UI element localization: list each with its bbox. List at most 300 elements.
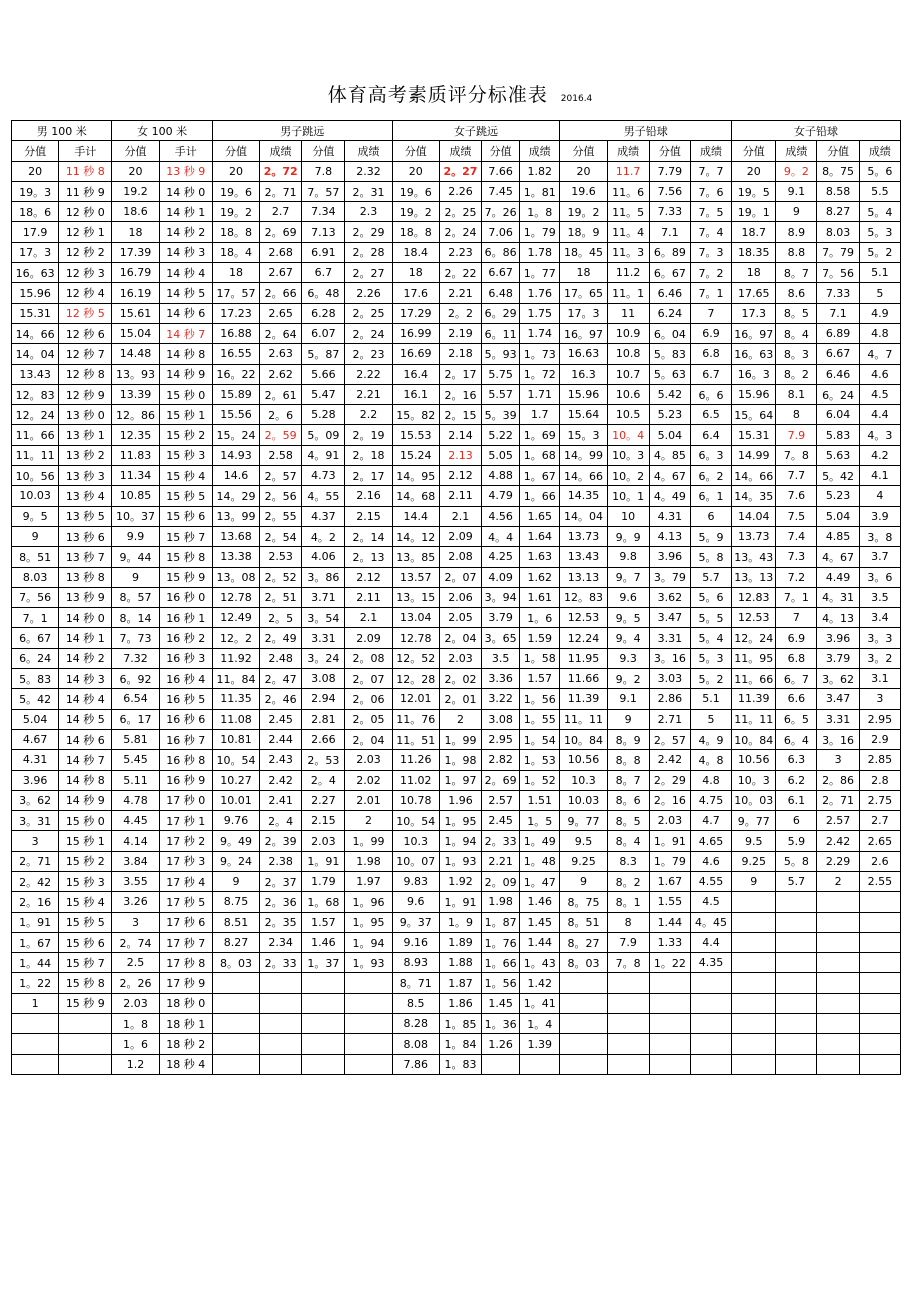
table-cell: 12 秒 1: [59, 222, 112, 242]
table-cell: 1。9: [439, 912, 481, 932]
table-cell: 6。04: [649, 323, 690, 343]
table-cell: 2。17: [439, 364, 481, 384]
table-cell: 2。07: [345, 669, 392, 689]
table-cell: [59, 1034, 112, 1054]
table-cell: 19。2: [560, 202, 607, 222]
table-cell: 8。03: [212, 953, 259, 973]
table-cell: 2.08: [439, 547, 481, 567]
table-cell: 7.9: [607, 932, 649, 952]
table-cell: 6.91: [302, 242, 345, 262]
table-cell: 1.96: [439, 790, 481, 810]
table-cell: [607, 973, 649, 993]
table-cell: 11.83: [112, 445, 159, 465]
table-cell: 5.7: [776, 871, 817, 891]
table-cell: 4.6: [690, 851, 731, 871]
table-cell: [776, 1054, 817, 1074]
table-cell: 13。85: [392, 547, 439, 567]
table-cell: 1。96: [345, 892, 392, 912]
table-cell: 2。5: [260, 608, 302, 628]
table-cell: 5.9: [776, 831, 817, 851]
table-cell: 15 秒 6: [159, 506, 212, 526]
table-cell: 6.7: [690, 364, 731, 384]
table-cell: 18: [212, 263, 259, 283]
table-cell: 4.5: [690, 892, 731, 912]
table-cell: 1。66: [520, 486, 560, 506]
table-cell: [212, 1014, 259, 1034]
table-cell: 10。2: [607, 466, 649, 486]
table-cell: 14 秒 4: [59, 689, 112, 709]
table-cell: 8.6: [776, 283, 817, 303]
table-cell: 1.45: [482, 993, 520, 1013]
group-header-row: [12, 121, 901, 141]
table-cell: 8。7: [607, 770, 649, 790]
table-cell: 15.56: [212, 405, 259, 425]
table-cell: 2.12: [345, 567, 392, 587]
table-cell: 1。53: [520, 750, 560, 770]
table-cell: 18。4: [212, 242, 259, 262]
table-cell: 6: [776, 811, 817, 831]
table-cell: 2.18: [439, 344, 481, 364]
table-cell: 1。84: [439, 1034, 481, 1054]
table-cell: 8.08: [392, 1034, 439, 1054]
table-cell: 1.2: [112, 1054, 159, 1074]
table-row: [12, 669, 901, 689]
table-row: [12, 303, 901, 323]
table-cell: 3。24: [302, 648, 345, 668]
table-cell: 9.5: [560, 831, 607, 851]
table-cell: 3: [112, 912, 159, 932]
table-cell: [302, 1034, 345, 1054]
table-cell: 15.31: [732, 425, 776, 445]
table-cell: 2.14: [439, 425, 481, 445]
table-cell: 6.6: [776, 689, 817, 709]
table-cell: 16.3: [560, 364, 607, 384]
table-cell: 4.75: [690, 790, 731, 810]
table-cell: 2。74: [112, 932, 159, 952]
table-cell: [649, 973, 690, 993]
table-cell: 2.21: [439, 283, 481, 303]
table-cell: 2.34: [260, 932, 302, 952]
table-cell: [732, 993, 776, 1013]
table-cell: 12 秒 5: [59, 303, 112, 323]
table-cell: 2.29: [817, 851, 859, 871]
table-cell: 3: [12, 831, 59, 851]
table-cell: 9。49: [212, 831, 259, 851]
table-cell: 3.1: [859, 669, 900, 689]
table-cell: [859, 1054, 900, 1074]
table-cell: [649, 1054, 690, 1074]
table-cell: 11.35: [212, 689, 259, 709]
table-cell: 4。49: [649, 486, 690, 506]
table-cell: 2。64: [260, 323, 302, 343]
table-cell: 8.5: [392, 993, 439, 1013]
table-cell: 12.53: [732, 608, 776, 628]
table-cell: 15。24: [212, 425, 259, 445]
table-cell: 16.69: [392, 344, 439, 364]
table-cell: 1.39: [520, 1034, 560, 1054]
table-cell: 6。29: [482, 303, 520, 323]
table-cell: 1。97: [439, 770, 481, 790]
table-cell: 1.76: [520, 283, 560, 303]
table-cell: 2。54: [260, 526, 302, 546]
table-cell: 8。14: [112, 608, 159, 628]
table-cell: 5.05: [482, 445, 520, 465]
table-cell: 6: [690, 506, 731, 526]
table-cell: 10。4: [607, 425, 649, 445]
table-cell: 14 秒 5: [159, 283, 212, 303]
table-cell: 17.65: [732, 283, 776, 303]
table-cell: 4.45: [112, 811, 159, 831]
table-cell: 4.78: [112, 790, 159, 810]
table-cell: 5.75: [482, 364, 520, 384]
table-cell: 16 秒 4: [159, 669, 212, 689]
table-cell: 4.6: [859, 364, 900, 384]
table-cell: 8.51: [212, 912, 259, 932]
table-cell: 6.24: [649, 303, 690, 323]
table-cell: 14。35: [732, 486, 776, 506]
table-cell: 17.3: [732, 303, 776, 323]
table-cell: 18: [392, 263, 439, 283]
table-cell: 4。91: [302, 445, 345, 465]
table-cell: 1。91: [12, 912, 59, 932]
table-cell: 13 秒 9: [159, 161, 212, 181]
table-cell: 4。85: [649, 445, 690, 465]
table-cell: 5。42: [12, 689, 59, 709]
table-cell: 5。3: [690, 648, 731, 668]
table-cell: 8。71: [392, 973, 439, 993]
table-cell: 3.96: [817, 628, 859, 648]
table-cell: 1.7: [520, 405, 560, 425]
table-cell: 2.2: [345, 405, 392, 425]
table-cell: 5。39: [482, 405, 520, 425]
table-cell: 7。5: [690, 202, 731, 222]
table-cell: 18 秒 0: [159, 993, 212, 1013]
table-row: [12, 932, 901, 952]
table-cell: 7.2: [776, 567, 817, 587]
table-cell: 12。83: [560, 587, 607, 607]
table-cell: 3。86: [302, 567, 345, 587]
table-cell: 12.35: [112, 425, 159, 445]
table-cell: 2。09: [482, 871, 520, 891]
table-cell: 9。9: [607, 526, 649, 546]
table-cell: 1。66: [482, 953, 520, 973]
table-cell: 15 秒 8: [59, 973, 112, 993]
table-cell: 1.51: [520, 790, 560, 810]
table-cell: [12, 1014, 59, 1034]
table-cell: 13.43: [12, 364, 59, 384]
table-cell: 13 秒 9: [59, 587, 112, 607]
table-row: [12, 283, 901, 303]
table-cell: [260, 1054, 302, 1074]
table-cell: [12, 1034, 59, 1054]
table-cell: 6.9: [776, 628, 817, 648]
table-cell: 1.67: [649, 871, 690, 891]
table-cell: 2。33: [260, 953, 302, 973]
table-cell: 14 秒 5: [59, 709, 112, 729]
table-cell: 10。03: [732, 790, 776, 810]
table-cell: 2: [817, 871, 859, 891]
table-cell: 6。92: [112, 669, 159, 689]
table-cell: 2.01: [345, 790, 392, 810]
table-cell: 20: [12, 161, 59, 181]
table-cell: 1.78: [520, 242, 560, 262]
table-cell: 1。69: [520, 425, 560, 445]
table-cell: 5.7: [690, 567, 731, 587]
table-cell: 1.79: [302, 871, 345, 891]
table-cell: 2。05: [345, 709, 392, 729]
table-cell: 10。54: [212, 750, 259, 770]
table-cell: 3.26: [112, 892, 159, 912]
table-cell: 6.46: [649, 283, 690, 303]
table-cell: 2.42: [817, 831, 859, 851]
table-cell: 7.9: [776, 425, 817, 445]
table-cell: 4。8: [690, 750, 731, 770]
table-cell: 2。26: [112, 973, 159, 993]
table-cell: 2。06: [345, 689, 392, 709]
table-cell: 2.03: [112, 993, 159, 1013]
table-cell: 6.8: [776, 648, 817, 668]
table-cell: 8.93: [392, 953, 439, 973]
table-cell: 5。2: [690, 669, 731, 689]
table-cell: 17.39: [112, 242, 159, 262]
table-cell: [59, 1054, 112, 1074]
table-cell: 5。2: [859, 242, 900, 262]
table-cell: 6。89: [649, 242, 690, 262]
table-cell: 15.61: [112, 303, 159, 323]
date-label: 2016.4: [560, 94, 593, 104]
table-cell: 17 秒 8: [159, 953, 212, 973]
table-cell: 1。99: [439, 729, 481, 749]
table-cell: 1。8: [520, 202, 560, 222]
table-cell: 6.1: [776, 790, 817, 810]
table-cell: 16 秒 9: [159, 770, 212, 790]
table-cell: [776, 1034, 817, 1054]
table-cell: 2.68: [260, 242, 302, 262]
table-cell: 10。56: [12, 466, 59, 486]
table-cell: 19.2: [112, 181, 159, 201]
table-cell: 5.1: [859, 263, 900, 283]
table-cell: 10。84: [732, 729, 776, 749]
table-cell: 3.31: [302, 628, 345, 648]
table-cell: 8。4: [776, 323, 817, 343]
table-cell: 6。1: [690, 486, 731, 506]
table-cell: 7.56: [649, 181, 690, 201]
table-cell: 12 秒 9: [59, 384, 112, 404]
table-cell: 2.1: [439, 506, 481, 526]
table-cell: 1.65: [520, 506, 560, 526]
table-cell: 4.37: [302, 506, 345, 526]
table-cell: 1.71: [520, 384, 560, 404]
table-cell: 13.73: [560, 526, 607, 546]
table-cell: 2.45: [260, 709, 302, 729]
table-cell: [776, 912, 817, 932]
table-cell: [302, 993, 345, 1013]
table-cell: 9。2: [607, 669, 649, 689]
title-block: [0, 80, 920, 107]
table-cell: 14 秒 6: [59, 729, 112, 749]
table-cell: 2。71: [817, 790, 859, 810]
table-cell: 4.79: [482, 486, 520, 506]
table-cell: 13.57: [392, 567, 439, 587]
group-header: 男子铅球: [560, 121, 732, 141]
table-cell: 1.57: [520, 669, 560, 689]
column-header: 分值: [302, 141, 345, 161]
table-cell: 12.24: [560, 628, 607, 648]
table-cell: 10。3: [607, 445, 649, 465]
table-cell: 4.06: [302, 547, 345, 567]
table-cell: 8。51: [560, 912, 607, 932]
table-cell: 13。43: [732, 547, 776, 567]
column-header: 成绩: [859, 141, 900, 161]
table-cell: 13 秒 4: [59, 486, 112, 506]
table-cell: 12 秒 7: [59, 344, 112, 364]
table-row: [12, 608, 901, 628]
table-cell: 5。9: [690, 526, 731, 546]
table-cell: 8: [607, 912, 649, 932]
table-cell: 5。8: [690, 547, 731, 567]
table-row: [12, 993, 901, 1013]
column-header: 分值: [392, 141, 439, 161]
table-cell: [859, 1034, 900, 1054]
table-cell: 15 秒 6: [59, 932, 112, 952]
table-cell: 1.89: [439, 932, 481, 952]
table-cell: 10。84: [560, 729, 607, 749]
table-cell: 10.03: [560, 790, 607, 810]
table-cell: 1.88: [439, 953, 481, 973]
table-cell: [260, 973, 302, 993]
score-table: [11, 120, 901, 1075]
table-cell: 15 秒 5: [59, 912, 112, 932]
table-cell: [212, 973, 259, 993]
table-row: [12, 263, 901, 283]
table-cell: 9: [776, 202, 817, 222]
table-cell: 15 秒 7: [59, 953, 112, 973]
table-cell: 2.43: [260, 750, 302, 770]
table-cell: 1。22: [12, 973, 59, 993]
table-cell: 2.11: [439, 486, 481, 506]
table-cell: 16。97: [560, 323, 607, 343]
table-cell: 2.13: [439, 445, 481, 465]
table-cell: 6。48: [302, 283, 345, 303]
table-cell: 11。4: [607, 222, 649, 242]
table-cell: 2。35: [260, 912, 302, 932]
column-header: 分值: [560, 141, 607, 161]
table-cell: [817, 973, 859, 993]
table-cell: 14.4: [392, 506, 439, 526]
table-cell: 17 秒 2: [159, 831, 212, 851]
table-cell: 17.23: [212, 303, 259, 323]
table-cell: 19。5: [732, 181, 776, 201]
table-cell: 8。57: [112, 587, 159, 607]
table-cell: [859, 1014, 900, 1034]
table-cell: 4.55: [690, 871, 731, 891]
table-cell: 2。53: [302, 750, 345, 770]
table-cell: 3。62: [817, 669, 859, 689]
table-cell: 12 秒 3: [59, 263, 112, 283]
table-cell: 2.05: [439, 608, 481, 628]
table-cell: 1.44: [649, 912, 690, 932]
table-cell: 7.6: [776, 486, 817, 506]
table-cell: 5.57: [482, 384, 520, 404]
table-cell: [260, 993, 302, 1013]
table-cell: 6。7: [776, 669, 817, 689]
table-cell: 16 秒 6: [159, 709, 212, 729]
table-cell: 2.19: [439, 323, 481, 343]
table-cell: 18 秒 1: [159, 1014, 212, 1034]
table-cell: 1。77: [520, 263, 560, 283]
table-cell: 6。3: [690, 445, 731, 465]
table-cell: 18 秒 2: [159, 1034, 212, 1054]
column-header: 成绩: [776, 141, 817, 161]
table-cell: 9.9: [112, 526, 159, 546]
table-cell: 9: [560, 871, 607, 891]
table-cell: 6.7: [302, 263, 345, 283]
table-cell: 18。8: [212, 222, 259, 242]
table-cell: 7.45: [482, 181, 520, 201]
table-cell: 2。16: [439, 384, 481, 404]
table-cell: 11.95: [560, 648, 607, 668]
table-cell: [212, 1054, 259, 1074]
column-header: 成绩: [345, 141, 392, 161]
table-cell: 17 秒 4: [159, 871, 212, 891]
table-row: [12, 892, 901, 912]
table-cell: 18.7: [732, 222, 776, 242]
table-cell: 18。45: [560, 242, 607, 262]
table-cell: 2.12: [439, 466, 481, 486]
table-cell: 15 秒 9: [159, 567, 212, 587]
table-row: [12, 770, 901, 790]
table-row: [12, 567, 901, 587]
table-cell: 4.31: [12, 750, 59, 770]
table-cell: [560, 1014, 607, 1034]
table-cell: 4。13: [817, 608, 859, 628]
table-cell: [859, 892, 900, 912]
table-cell: 9.6: [392, 892, 439, 912]
table-cell: 2.03: [439, 648, 481, 668]
table-cell: 7。3: [690, 242, 731, 262]
table-cell: 17 秒 1: [159, 811, 212, 831]
table-cell: 2。18: [345, 445, 392, 465]
table-cell: 9。5: [607, 608, 649, 628]
table-cell: 2。66: [260, 283, 302, 303]
table-cell: 3.96: [12, 770, 59, 790]
table-cell: 8。8: [607, 750, 649, 770]
table-cell: 2.71: [649, 709, 690, 729]
table-cell: 7.86: [392, 1054, 439, 1074]
table-row: [12, 242, 901, 262]
table-cell: 4.4: [859, 405, 900, 425]
table-row: [12, 445, 901, 465]
table-cell: 4.9: [859, 303, 900, 323]
table-cell: 1.92: [439, 871, 481, 891]
table-cell: 6。24: [12, 648, 59, 668]
table-cell: 4.85: [817, 526, 859, 546]
table-cell: 6.54: [112, 689, 159, 709]
table-cell: 2。47: [260, 669, 302, 689]
table-cell: 14.99: [732, 445, 776, 465]
table-cell: 7。57: [302, 181, 345, 201]
table-cell: 9。4: [607, 628, 649, 648]
table-cell: 7.7: [776, 466, 817, 486]
table-cell: 1.98: [482, 892, 520, 912]
table-cell: 16。22: [212, 364, 259, 384]
table-cell: 7.3: [776, 547, 817, 567]
table-cell: 1.82: [520, 161, 560, 181]
table-cell: 5.47: [302, 384, 345, 404]
table-cell: [607, 993, 649, 1013]
table-cell: 1.86: [439, 993, 481, 1013]
table-cell: 14.35: [560, 486, 607, 506]
